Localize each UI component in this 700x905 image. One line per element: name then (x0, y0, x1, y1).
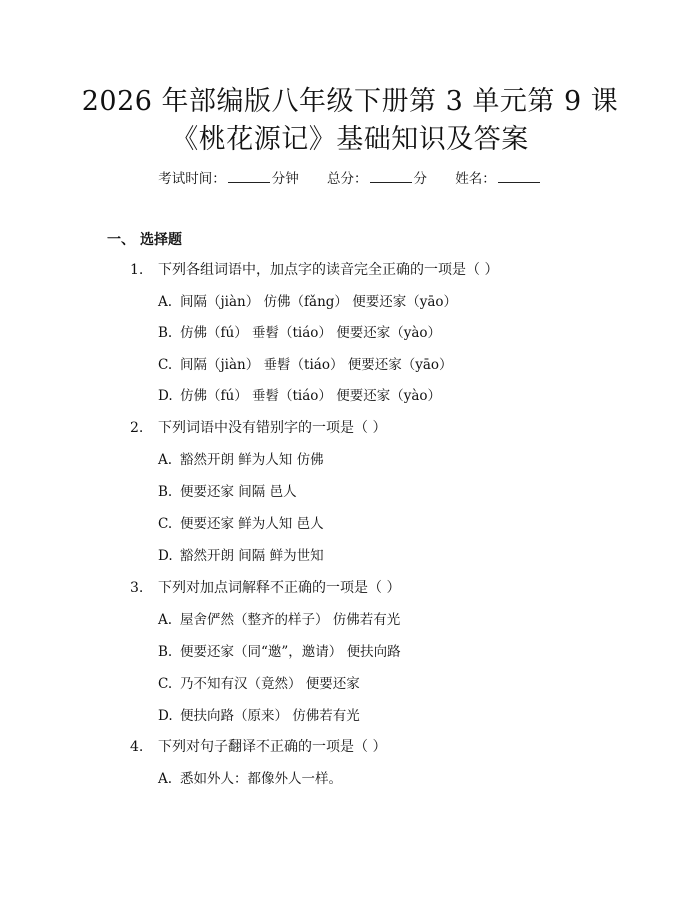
question-3-option-b (158, 642, 401, 662)
total-score-unit: 分 (413, 171, 427, 187)
option-text: 屋舍俨然（整齐的样子） 仿佛若有光 (180, 612, 401, 628)
document-title-line-1: 2026 年部编版八年级下册第 3 单元第 9 课 (81, 86, 619, 117)
option-text: 乃不知有汉（竟然） 便要还家 (180, 676, 360, 692)
option-label: B. (158, 484, 173, 500)
question-1-option-b (158, 323, 441, 343)
question-1-option-a (158, 292, 457, 312)
section-heading (107, 230, 182, 250)
option-text: 便要还家 鲜为人知 邑人 (180, 516, 324, 532)
question-text: 下列对句子翻译不正确的一项是（ ） (158, 739, 387, 755)
question-2-option-d (158, 546, 324, 566)
question-number: 2. (130, 420, 144, 436)
question-2-option-b (158, 482, 297, 502)
option-label: D. (158, 708, 173, 724)
question-number: 1. (130, 262, 144, 278)
question-text: 下列词语中没有错别字的一项是（ ） (158, 420, 387, 436)
question-1 (130, 260, 498, 280)
option-text: 间隔（jiàn） 仿佛（fǎng） 便要还家（yāo） (180, 294, 458, 310)
option-text: 仿佛（fú） 垂髫（tiáo） 便要还家（yào） (180, 325, 441, 341)
question-2 (130, 418, 386, 438)
name-label: 姓名： (455, 171, 496, 187)
section-number: 一、 (107, 232, 135, 248)
question-2-option-c (158, 514, 324, 534)
question-text: 下列各组词语中，加点字的读音完全正确的一项是（ ） (158, 262, 499, 278)
question-number: 3. (130, 580, 144, 596)
option-label: B. (158, 644, 173, 660)
question-3-option-d (158, 706, 360, 726)
total-score-blank (370, 168, 412, 183)
question-3-option-a (158, 610, 400, 630)
option-label: D. (158, 548, 173, 564)
exam-time-blank (228, 168, 270, 183)
question-4 (130, 737, 386, 757)
total-score-field (327, 171, 431, 187)
question-4-option-a (158, 769, 342, 789)
option-label: B. (158, 325, 173, 341)
question-1-option-c (158, 355, 453, 375)
option-label: A. (158, 612, 173, 628)
option-label: C. (158, 357, 173, 373)
option-text: 悉如外人：都像外人一样。 (180, 771, 342, 787)
option-label: A. (158, 294, 173, 310)
question-3 (130, 578, 400, 598)
question-1-option-d (158, 386, 441, 406)
option-text: 豁然开朗 间隔 鲜为世知 (180, 548, 324, 564)
question-number: 4. (130, 739, 144, 755)
exam-time-unit: 分钟 (271, 171, 299, 187)
option-label: A. (158, 771, 173, 787)
exam-time-field (158, 171, 303, 187)
exam-time-label: 考试时间： (158, 171, 226, 187)
exam-info (0, 168, 700, 189)
option-text: 便扶向路（原来） 仿佛若有光 (180, 708, 360, 724)
question-3-option-c (158, 674, 360, 694)
question-text: 下列对加点词解释不正确的一项是（ ） (158, 580, 401, 596)
option-text: 便要还家 间隔 邑人 (180, 484, 297, 500)
option-label: C. (158, 676, 173, 692)
total-score-label: 总分： (327, 171, 368, 187)
section-title: 选择题 (140, 232, 182, 248)
option-text: 便要还家（同“邀”，邀请） 便扶向路 (180, 644, 401, 660)
name-field (455, 171, 542, 187)
option-text: 豁然开朗 鲜为人知 仿佛 (180, 452, 324, 468)
option-label: A. (158, 452, 173, 468)
option-label: D. (158, 388, 173, 404)
question-2-option-a (158, 450, 324, 470)
option-label: C. (158, 516, 173, 532)
option-text: 仿佛（fú） 垂髫（tiáo） 便要还家（yào） (180, 388, 441, 404)
option-text: 间隔（jiàn） 垂髫（tiáo） 便要还家（yāo） (180, 357, 453, 373)
name-blank (498, 168, 540, 183)
document-title-line-2: 《桃花源记》基础知识及答案 (171, 124, 529, 155)
